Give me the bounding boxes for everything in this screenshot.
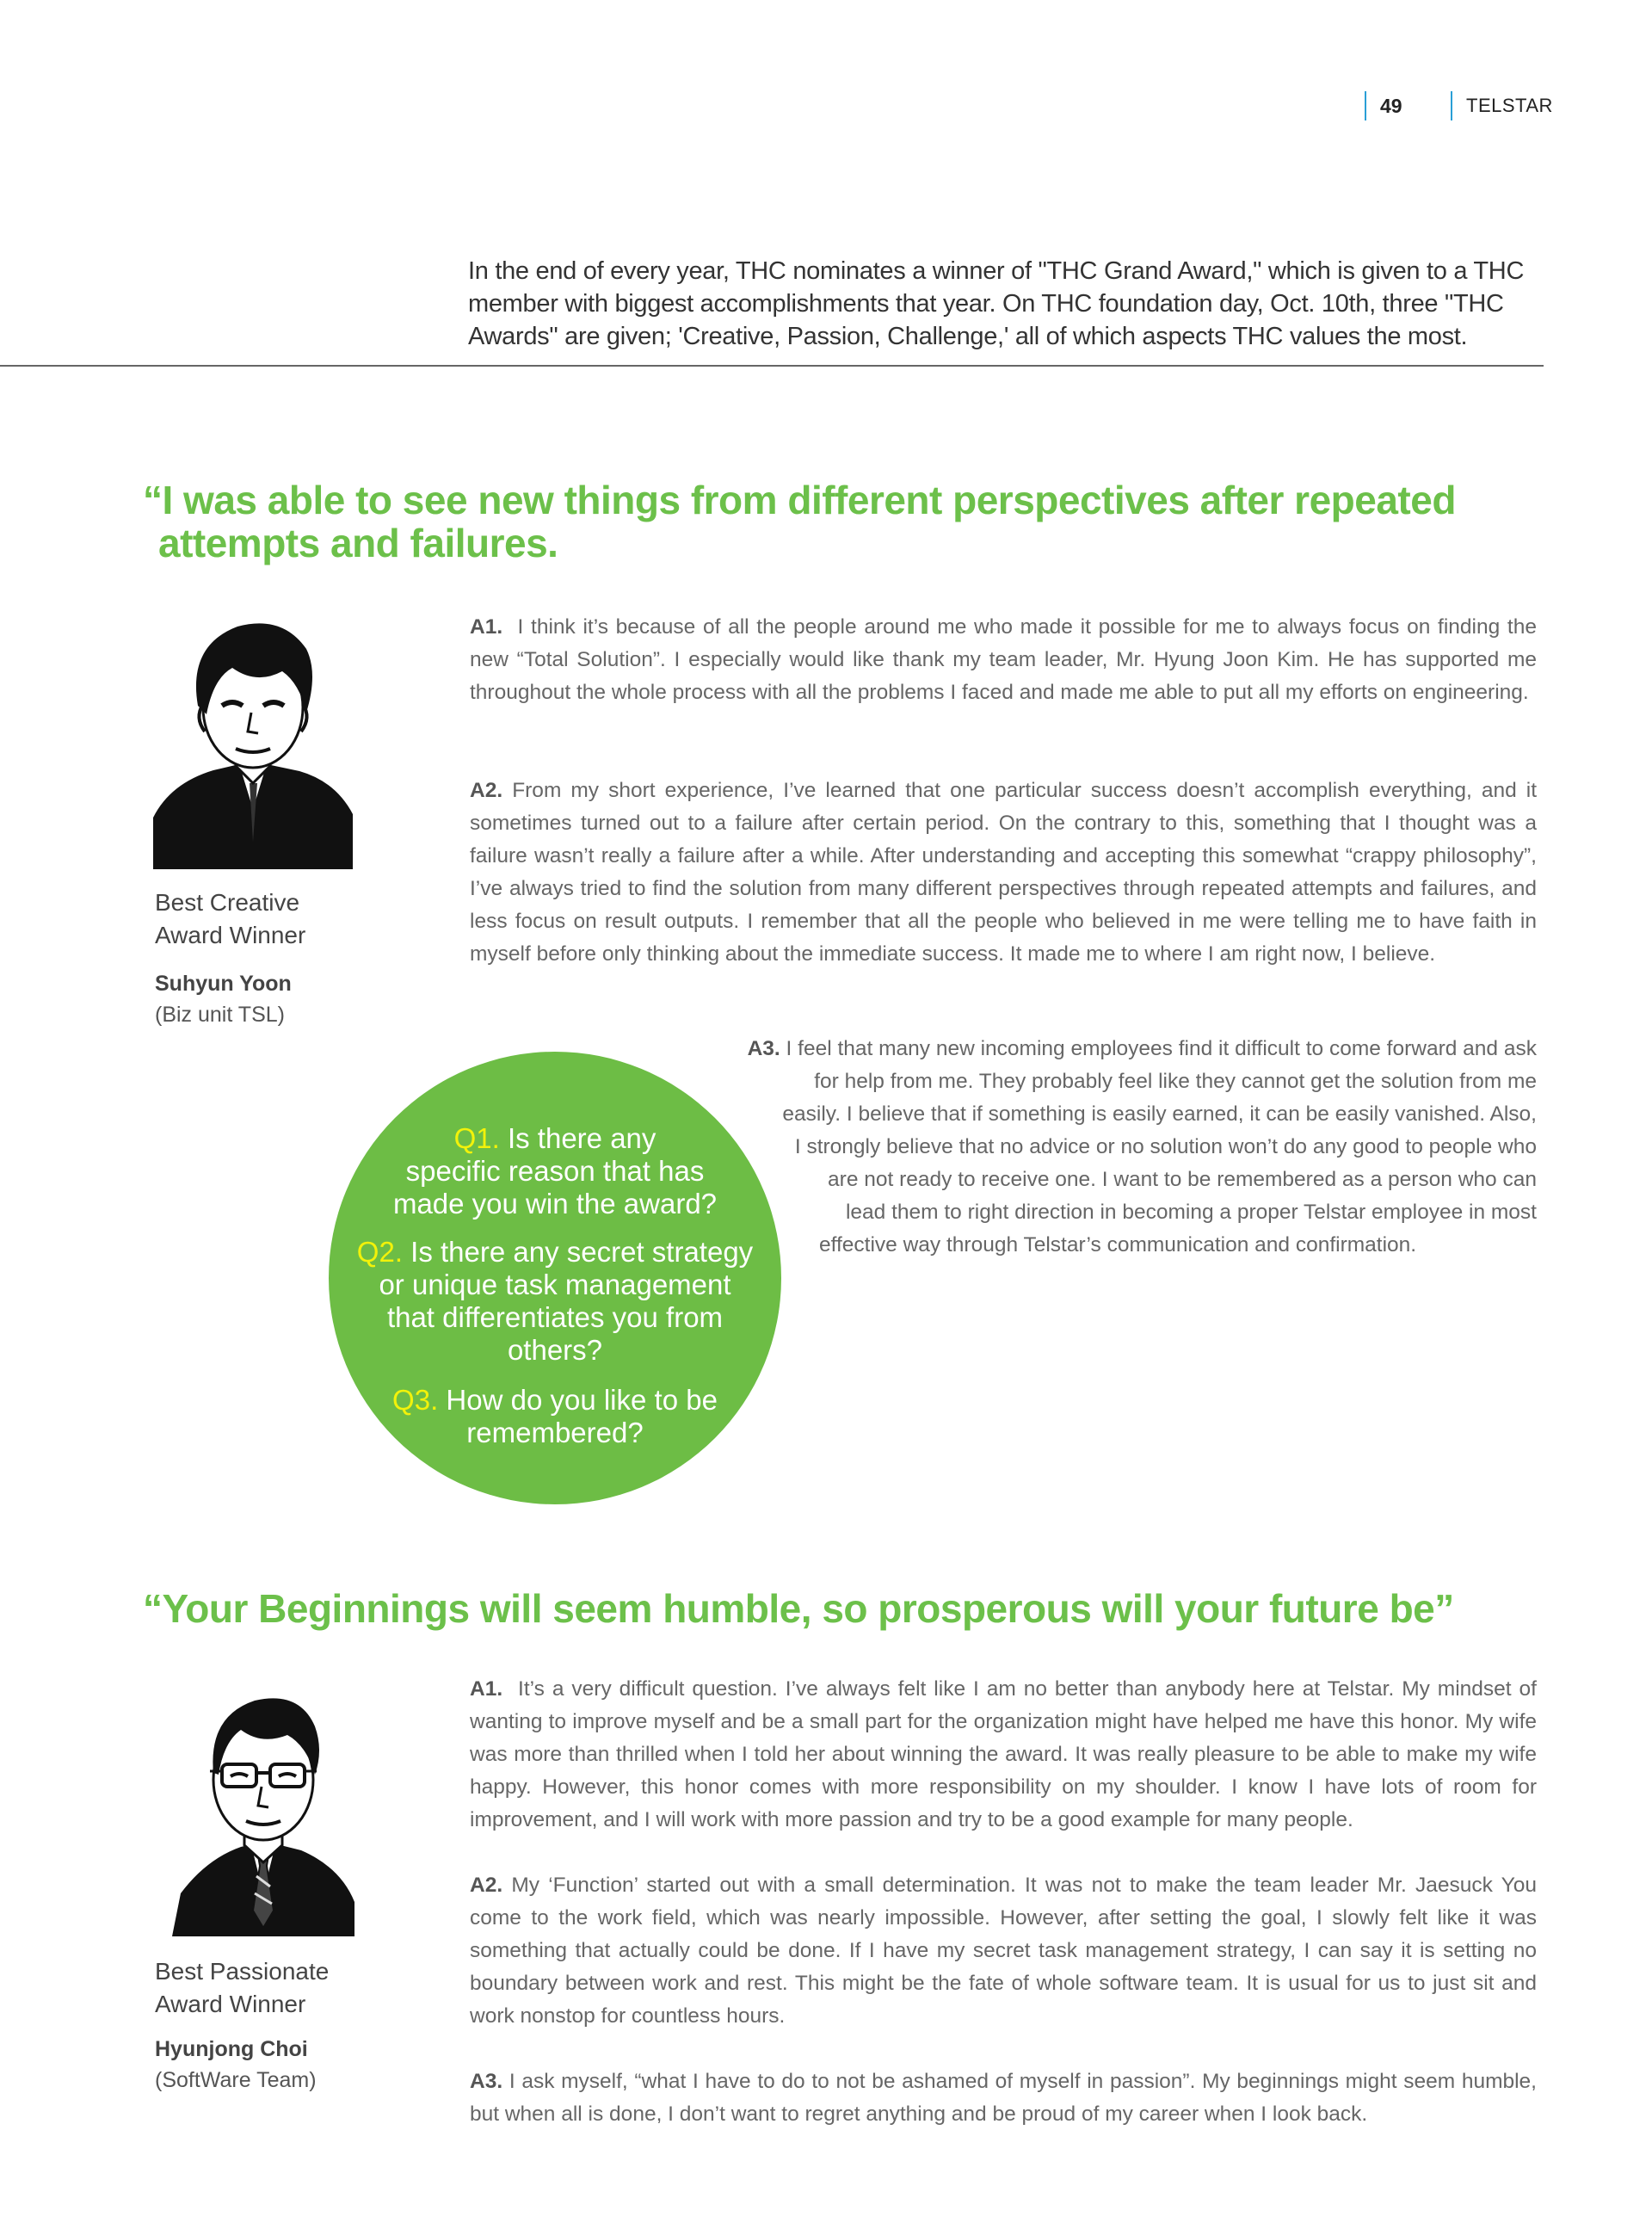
answer-line-text: I feel that many new incoming employees find it difficult to come forward and ask xyxy=(786,1037,1537,1060)
answer-label: A1. xyxy=(470,615,503,639)
question-3 xyxy=(337,1384,773,1449)
intro-paragraph: In the end of every year, THC nominates a winner of "THC Grand Award," which is given to a THC member with biggest accomplishments that year. On THC foundation day, Oct. 10th, three "THC Awards" are given; 'Creative, Passion, Challenge,' all of which aspects THC values the most. xyxy=(468,257,1525,350)
question-2-line-2: or unique task management xyxy=(379,1269,731,1300)
answer-label: A3. xyxy=(747,1037,780,1060)
answer-label: A3. xyxy=(470,2070,503,2093)
answer-line: lead them to right direction in becoming a proper Telstar employee in most xyxy=(845,1201,1537,1224)
answer-line: easily. I believe that if something is easily earned, it can be easily vanished. Also, xyxy=(782,1102,1537,1126)
award-title-2-line-2: Award Winner xyxy=(155,1991,306,2017)
portrait-hyunjong-choi xyxy=(172,1678,354,1936)
answer-text: I think it’s because of all the people around me who made it possible for me to always focus on finding the new “Total Solution”. I especially would like thank my team leader, Mr. Hyung Joon Kim. He has supported me throughout the whole process with all the problems I faced and made me able to put all my efforts on engineering. xyxy=(470,615,1537,704)
headline-1-line-1: “I was able to see new things from different perspectives after repeated xyxy=(143,478,1456,522)
answer-line: I strongly believe that no advice or no solution won’t do any good to people who xyxy=(794,1135,1537,1158)
answer-text: My ‘Function’ started out with a small determination. It was not to make the team leader Mr. Jaesuck You come to the work field, which was nearly impossible. However, after setting the goal, I slowly felt like it was something that actually could be done. If I have my secret task management strategy, I can say it is setting no boundary between work and rest. This might be the fate of whole software team. It is usual for us to just sit and work nonstop for countless hours. xyxy=(470,1874,1537,2028)
winner-name-1: Suhyun Yoon xyxy=(155,972,292,996)
answer-text: It’s a very difficult question. I’ve always felt like I am no better than anybody here at Telstar. My mindset of wanting to improve myself and be a small part for the organization might have helped me have this honor. My wife was more than thrilled when I told her about winning the award. It was really pleasure to be able to make my wife happy. However, this honor comes with more responsibility on my shoulder. I know I have lots of room for improvement, and I will work with more passion and try to be a good example for many people. xyxy=(470,1677,1537,1831)
page-number: 49 xyxy=(1380,95,1402,117)
question-text: Is there any xyxy=(507,1122,656,1154)
award-title-2-line-1: Best Passionate xyxy=(155,1958,330,1985)
award-title-1 xyxy=(155,886,305,952)
intro-divider xyxy=(0,365,1544,367)
headline-2: “Your Beginnings will seem humble, so prosperous will your future be” xyxy=(143,1586,1454,1631)
header-divider xyxy=(1365,91,1366,120)
answer-1-a2 xyxy=(470,775,1537,971)
winner-team-2: (SoftWare Team) xyxy=(155,2068,317,2092)
brand-name: TELSTAR xyxy=(1466,95,1553,116)
answer-line: are not ready to receive one. I want to be remembered as a person who can xyxy=(828,1168,1537,1191)
answer-label: A1. xyxy=(470,1677,503,1701)
question-2-line-3: that differentiates you from xyxy=(386,1301,724,1333)
question-1-line-3: made you win the award? xyxy=(392,1188,718,1219)
question-2-line-1 xyxy=(337,1236,773,1269)
answer-label: A2. xyxy=(470,1874,503,1897)
award-title-2 xyxy=(155,1955,329,2021)
winner-name-2: Hyunjong Choi xyxy=(155,2037,308,2061)
question-2 xyxy=(337,1236,773,1367)
answer-text: I ask myself, “what I have to do to not be ashamed of myself in passion”. My beginnings might seem humble, but when all is done, I don’t want to regret anything and be proud of my career when I look back. xyxy=(470,2070,1537,2126)
headline-1-line-2: attempts and failures. xyxy=(158,521,558,565)
award-title-1-line-1: Best Creative xyxy=(155,889,300,916)
winner-team-1: (Biz unit TSL) xyxy=(155,1003,285,1027)
question-1-line-2: specific reason that has xyxy=(405,1155,705,1187)
answer-1-a1 xyxy=(470,611,1537,709)
question-number: Q2. xyxy=(356,1236,403,1268)
answer-line: for help from me. They probably feel like they cannot get the solution from me xyxy=(814,1070,1537,1093)
answer-2-a3 xyxy=(470,2065,1537,2131)
answer-1-a3 xyxy=(702,1033,1537,1262)
question-3-line-1 xyxy=(337,1384,773,1417)
question-text: How do you like to be xyxy=(446,1384,718,1416)
question-number: Q1. xyxy=(453,1122,500,1154)
question-text: Is there any secret strategy xyxy=(410,1236,754,1268)
question-number: Q3. xyxy=(392,1384,439,1416)
question-1 xyxy=(337,1122,773,1220)
answer-line xyxy=(702,1033,1537,1065)
answer-2-a2 xyxy=(470,1869,1537,2033)
question-1-line-1 xyxy=(337,1122,773,1155)
headline-1 xyxy=(143,479,1554,565)
header-divider xyxy=(1451,91,1452,120)
answer-text: From my short experience, I’ve learned that one particular success doesn’t accomplish everything, and it sometimes turned out to a failure after certain period. On the contrary to this, something that I thought was a failure wasn’t really a failure after a while. After understanding and accepting this somewhat “crappy philosophy”, I’ve always tried to find the solution from many different perspectives through repeated attempts and failures, and less focus on result outputs. I remember that all the people who believed in me were telling me to have faith in myself before only thinking about the immediate success. It made me to where I am right now, I believe. xyxy=(470,779,1537,966)
answer-label: A2. xyxy=(470,779,503,802)
question-3-line-2: remembered? xyxy=(466,1417,644,1448)
portrait-suhyun-yoon xyxy=(153,611,353,869)
question-2-line-4: others? xyxy=(507,1334,603,1366)
award-title-1-line-2: Award Winner xyxy=(155,922,306,948)
answer-line: effective way through Telstar’s communication and confirmation. xyxy=(819,1233,1417,1257)
answer-2-a1 xyxy=(470,1673,1537,1837)
